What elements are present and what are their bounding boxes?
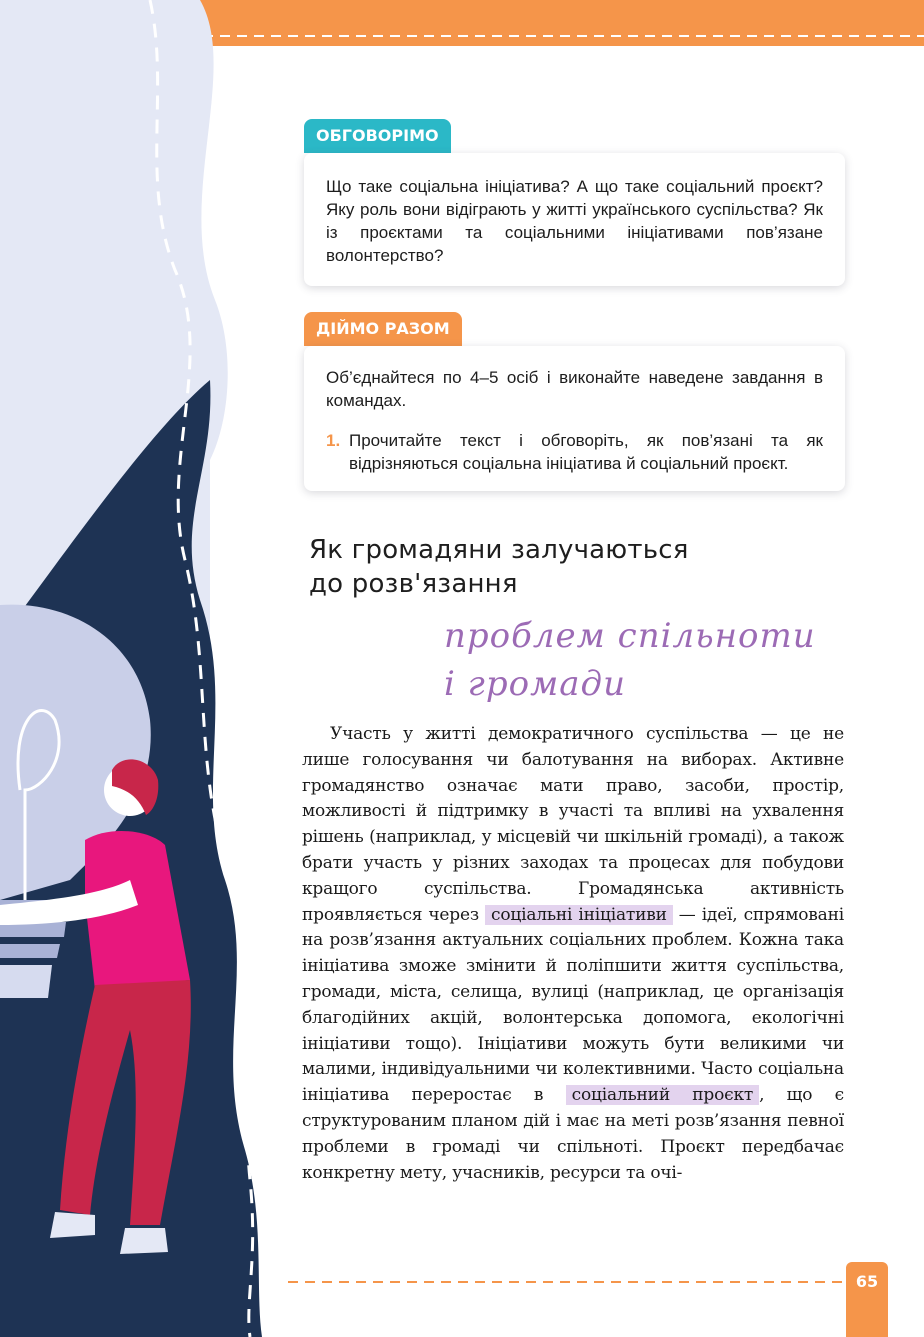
act-together-text: Об’єднайтеся по 4–5 осіб і виконайте наведене завдання в командах.: [326, 368, 823, 410]
handwritten-heading: [444, 612, 816, 708]
body-paragraph: [302, 722, 844, 1186]
discuss-text: Що таке соціальна ініціатива? А що таке соціальний проєкт? Яку роль вони відіграють у житті українського суспільства? Як із проєктами та соціальними ініціативами пов’язане волонтерство?: [326, 177, 823, 265]
term-social-project: соціальний проєкт: [566, 1085, 759, 1105]
task-text: Прочитайте текст і обговоріть, як пов’язані та як відрізняються соціальна ініціатива й соціальний проєкт.: [349, 431, 823, 473]
term-social-initiatives: соціальні ініціативи: [485, 905, 673, 925]
heading-line-1: Як громадяни залучаються: [309, 535, 689, 565]
person-shoe-right: [120, 1228, 168, 1254]
person-shoe-left: [50, 1212, 95, 1238]
script-line-2: і громади: [444, 664, 627, 704]
section-tag-discuss: ОБГОВОРІМО: [304, 119, 451, 153]
task-item: [326, 429, 823, 475]
page-number: 65: [846, 1262, 888, 1337]
discuss-box: [304, 153, 845, 286]
section-tag-act-together: ДІЙМО РАЗОМ: [304, 312, 462, 346]
body-part-1: Участь у житті демократичного суспільства — це не лише голосування чи балотування на виборах. Активне громадянство означає мати право, засоби, простір, можливості й підтримку в участі та впливі на ухвалення рішень (наприклад, у місцевій чи шкільній громаді), а також брати участь у різних заходах та процесах для побудови кращого суспільства. Громадянська активність проявляється через: [302, 724, 844, 925]
heading-line-2: до розв'язання: [309, 569, 518, 599]
act-together-box: [304, 346, 845, 491]
section-heading: [309, 533, 689, 601]
top-orange-band: [180, 0, 924, 46]
body-part-3: , що є структурованим планом дій і має на меті розв’язання певної проблеми в громаді чи спільноті. Проєкт передбачає конкретну мету, учасників, ресурси та очі-: [302, 1085, 844, 1183]
body-part-2: — ідеї, спрямовані на розв’язання актуальних соціальних проблем. Кожна така ініціатива зможе змінити й поліпшити життя суспільства, громади, міста, селища, вулиці (наприклад, це організація благодійних акцій, волонтерська допомога, екологічні ініціативи тощо). Ініціативи можуть бути великими чи малими, індивідуальними чи колективними. Часто соціальна ініціатива переростає в: [302, 904, 844, 1106]
task-number: 1.: [326, 431, 341, 450]
script-line-1: проблем спільноти: [444, 616, 816, 656]
